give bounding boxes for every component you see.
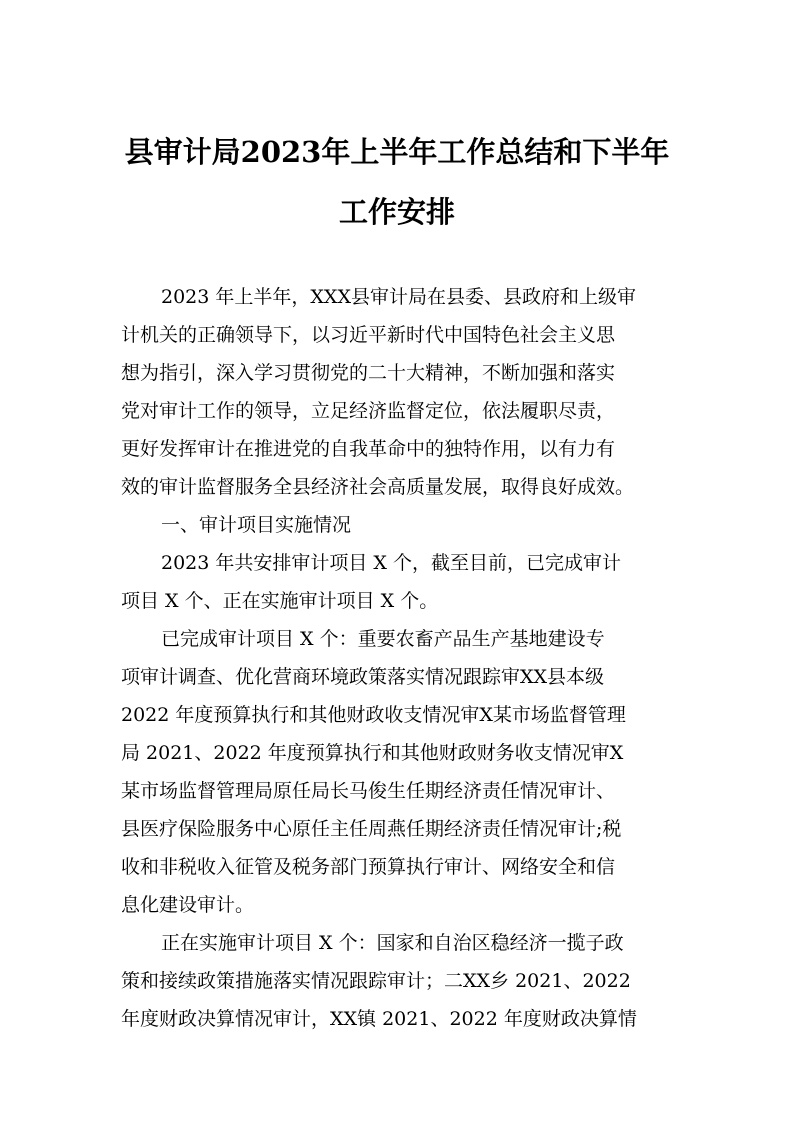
document-title-line-2: 工作安排 bbox=[338, 195, 455, 229]
paragraph-line: 县医疗保险服务中心原任主任周燕任期经济责任情况审计;税 bbox=[121, 818, 622, 840]
paragraph-line: 2023 年共安排审计项目 X 个，截至目前，已完成审计 bbox=[161, 552, 621, 574]
paragraph-line: 2022 年度预算执行和其他财政收支情况审X某市场监督管理 bbox=[121, 704, 626, 726]
paragraph-line: 项目 X 个、正在实施审计项目 X 个。 bbox=[121, 590, 439, 612]
paragraph-line: 正在实施审计项目 X 个：国家和自治区稳经济一揽子政 bbox=[161, 932, 624, 954]
paragraph-line: 息化建设审计。 bbox=[121, 894, 255, 916]
paragraph-line: 某市场监督管理局原任局长马俊生任期经济责任情况审计、 bbox=[121, 780, 616, 802]
paragraph-line: 更好发挥审计在推进党的自我革命中的独特作用，以有力有 bbox=[121, 438, 616, 460]
paragraph-line: 党对审计工作的领导，立足经济监督定位，依法履职尽责， bbox=[121, 400, 616, 422]
paragraph-line: 收和非税收入征管及税务部门预算执行审计、网络安全和信 bbox=[121, 856, 616, 878]
paragraph-line: 2023 年上半年，XXX县审计局在县委、县政府和上级审 bbox=[161, 286, 636, 308]
paragraph-line: 效的审计监督服务全县经济社会高质量发展，取得良好成效。 bbox=[121, 476, 635, 498]
paragraph-line: 策和接续政策措施落实情况跟踪审计；二XX乡 2021、2022 bbox=[121, 970, 631, 992]
paragraph-line: 项审计调查、优化营商环境政策落实情况跟踪审XX县本级 bbox=[121, 666, 605, 688]
paragraph-line: 想为指引，深入学习贯彻党的二十大精神，不断加强和落实 bbox=[121, 362, 616, 384]
paragraph-line: 计机关的正确领导下，以习近平新时代中国特色社会主义思 bbox=[121, 324, 616, 346]
paragraph-line: 局 2021、2022 年度预算执行和其他财政财务收支情况审X bbox=[121, 742, 624, 764]
section-heading: 一、审计项目实施情况 bbox=[161, 514, 352, 536]
document-title-line-1: 县审计局2023年上半年工作总结和下半年 bbox=[124, 135, 670, 169]
paragraph-line: 年度财政决算情况审计，XX镇 2021、2022 年度财政决算情 bbox=[121, 1008, 637, 1030]
paragraph-line: 已完成审计项目 X 个：重要农畜产品生产基地建设专 bbox=[161, 628, 605, 650]
